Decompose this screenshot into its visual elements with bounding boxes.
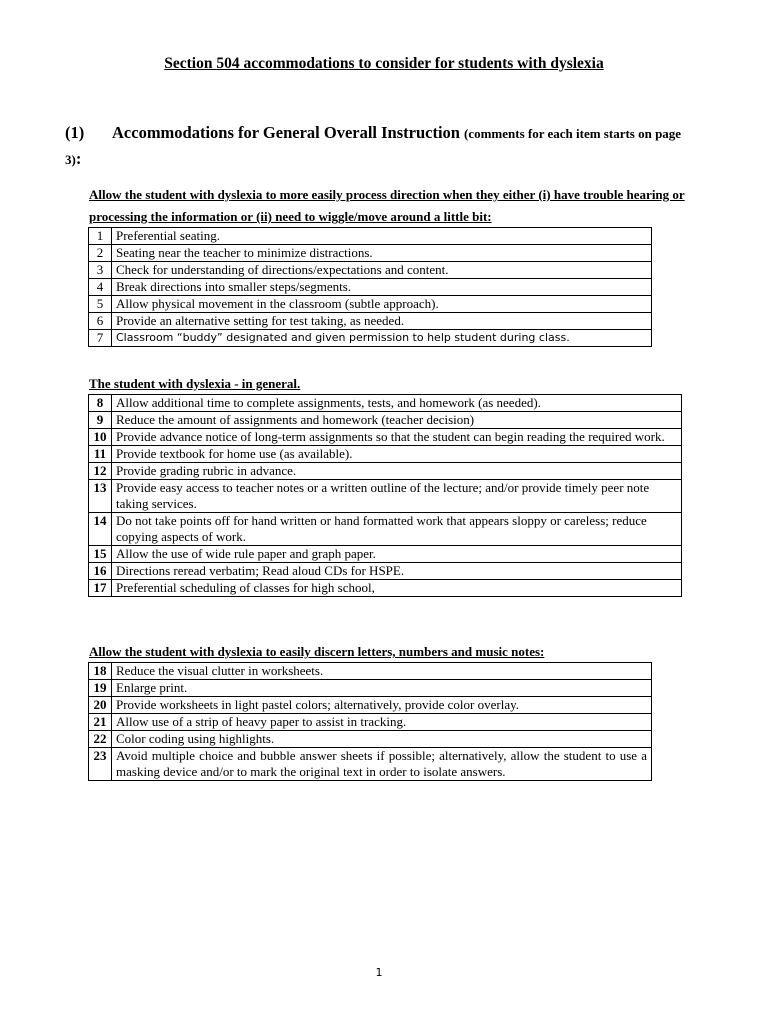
item-text: Allow use of a strip of heavy paper to assist in tracking. — [112, 714, 652, 731]
item-number: 16 — [89, 563, 112, 580]
table-row — [89, 680, 652, 697]
item-number: 14 — [89, 513, 112, 546]
group-heading-general: The student with dyslexia - in general. — [89, 376, 301, 391]
item-text: Avoid multiple choice and bubble answer sheets if possible; alternatively, allow the student to use a masking device and/or to mark the original text in order to isolate answers. — [112, 748, 652, 781]
item-number: 23 — [89, 748, 112, 781]
item-number: 4 — [89, 279, 112, 296]
section-heading — [65, 120, 685, 172]
item-number: 9 — [89, 412, 112, 429]
item-text: Check for understanding of directions/expectations and content. — [112, 262, 652, 279]
item-number: 19 — [89, 680, 112, 697]
table-row — [89, 463, 682, 480]
item-number: 22 — [89, 731, 112, 748]
table-row — [89, 395, 682, 412]
table-row — [89, 546, 682, 563]
item-text: Provide grading rubric in advance. — [112, 463, 682, 480]
item-text: Preferential scheduling of classes for high school, — [112, 580, 682, 597]
item-text: Provide textbook for home use (as available). — [112, 446, 682, 463]
item-number: 21 — [89, 714, 112, 731]
table-row — [89, 513, 682, 546]
item-number: 17 — [89, 580, 112, 597]
item-number: 2 — [89, 245, 112, 262]
section-number: (1) — [65, 123, 85, 142]
item-text: Preferential seating. — [112, 228, 652, 245]
document-title: Section 504 accommodations to consider for students with dyslexia — [164, 55, 604, 72]
item-number: 1 — [89, 228, 112, 245]
item-text: Color coding using highlights. — [112, 731, 652, 748]
item-text: Seating near the teacher to minimize distractions. — [112, 245, 652, 262]
item-text: Classroom “buddy” designated and given permission to help student during class. — [112, 330, 652, 347]
item-text: Provide advance notice of long-term assignments so that the student can begin reading the required work. — [112, 429, 682, 446]
item-text: Reduce the visual clutter in worksheets. — [112, 663, 652, 680]
item-text: Provide an alternative setting for test taking, as needed. — [112, 313, 652, 330]
item-text: Allow physical movement in the classroom (subtle approach). — [112, 296, 652, 313]
item-number: 20 — [89, 697, 112, 714]
table-row — [89, 429, 682, 446]
item-text: Reduce the amount of assignments and homework (teacher decision) — [112, 412, 682, 429]
item-number: 12 — [89, 463, 112, 480]
item-text: Enlarge print. — [112, 680, 652, 697]
item-number: 7 — [89, 330, 112, 347]
table-row — [89, 731, 652, 748]
accommodations-table-direction-processing — [88, 227, 652, 347]
table-row — [89, 412, 682, 429]
table-row — [89, 563, 682, 580]
section-title: Accommodations for General Overall Instruction — [112, 123, 460, 142]
table-row — [89, 663, 652, 680]
item-text: Provide easy access to teacher notes or a written outline of the lecture; and/or provide timely peer note taking services. — [112, 480, 682, 513]
item-text: Directions reread verbatim; Read aloud CDs for HSPE. — [112, 563, 682, 580]
item-number: 15 — [89, 546, 112, 563]
item-text: Allow additional time to complete assignments, tests, and homework (as needed). — [112, 395, 682, 412]
accommodations-table-general — [88, 394, 682, 597]
item-number: 13 — [89, 480, 112, 513]
item-number: 18 — [89, 663, 112, 680]
item-number: 6 — [89, 313, 112, 330]
item-number: 3 — [89, 262, 112, 279]
item-number: 5 — [89, 296, 112, 313]
item-number: 10 — [89, 429, 112, 446]
table-row — [89, 330, 652, 347]
item-text: Break directions into smaller steps/segments. — [112, 279, 652, 296]
table-row — [89, 296, 652, 313]
table-row — [89, 279, 652, 296]
table-row — [89, 697, 652, 714]
group-heading-discern-letters: Allow the student with dyslexia to easily discern letters, numbers and music notes: — [89, 644, 545, 659]
item-text: Do not take points off for hand written or hand formatted work that appears sloppy or careless; reduce copying aspects of work. — [112, 513, 682, 546]
table-row — [89, 714, 652, 731]
table-row — [89, 313, 652, 330]
item-number: 8 — [89, 395, 112, 412]
item-number: 11 — [89, 446, 112, 463]
group-heading-direction-processing: Allow the student with dyslexia to more easily process direction when they either (i) have trouble hearing or processing the information or (ii) need to wiggle/move around a little bit: — [89, 187, 685, 224]
table-row — [89, 580, 682, 597]
table-row — [89, 446, 682, 463]
table-row — [89, 748, 652, 781]
table-row — [89, 262, 652, 279]
item-text: Provide worksheets in light pastel colors; alternatively, provide color overlay. — [112, 697, 652, 714]
page-number: 1 — [375, 966, 383, 979]
accommodations-table-discern-letters — [88, 662, 652, 781]
table-row — [89, 245, 652, 262]
table-row — [89, 228, 652, 245]
table-row — [89, 480, 682, 513]
section-note: (comments for each item starts on page 3) — [65, 126, 682, 167]
item-text: Allow the use of wide rule paper and graph paper. — [112, 546, 682, 563]
section-colon: : — [75, 149, 82, 168]
